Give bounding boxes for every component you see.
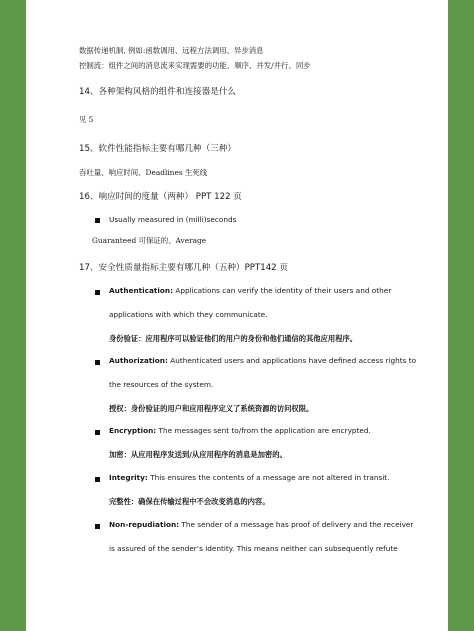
text-line: 数据传递机制, 例如:函数调用、远程方法调用、异步消息 <box>79 46 264 55</box>
item-encryption-line1: Encryption: The messages sent to/from the application are encrypted. <box>109 426 371 435</box>
item-encryption-zh: 加密：从应用程序发送到/从应用程序的消息是加密的。 <box>109 450 287 459</box>
bullet-icon <box>95 524 100 529</box>
question-15-heading: 15、软件性能指标主要有哪几种（三种） <box>79 144 237 154</box>
item-integrity-zh: 完整性：确保在传输过程中不会改变消息的内容。 <box>109 497 270 506</box>
item-authorization-line1: Authorization: Authenticated users and applications have defined access rights to <box>109 356 417 365</box>
item-authentication-line1: Authentication: Applications can verify the identity of their users and other <box>109 286 392 295</box>
item-authentication-zh: 身份验证：应用程序可以验证他们的用户的身份和他们通信的其他应用程序。 <box>109 334 358 343</box>
question-14-heading: 14、各种架构风格的组件和连接器是什么 <box>79 87 237 97</box>
answer-15: 吞吐量、响应时间、Deadlines 生死线 <box>79 168 208 177</box>
item-authorization-zh: 授权：身份验证的用户和应用程序定义了系统资源的访问权限。 <box>109 404 314 413</box>
question-16-heading: 16、响应时间的度量（两种） PPT 122 页 <box>79 192 242 202</box>
document-page <box>26 0 448 631</box>
item-non-repudiation-line1: Non-repudiation: The sender of a message has proof of delivery and the receiver <box>109 520 414 529</box>
bullet-icon <box>95 360 100 365</box>
item-integrity-line1: Integrity: This ensures the contents of a message are not altered in transit. <box>109 473 390 482</box>
bullet-icon <box>95 218 100 223</box>
item-authorization-line2: the resources of the system. <box>109 380 214 389</box>
bullet-icon <box>95 290 100 295</box>
item-non-repudiation-line2: is assured of the sender’s identity. This means neither can subsequently refute <box>109 544 398 553</box>
text-line: 控制流：组件之间的消息流来实现需要的功能、顺序、并发/并行、同步 <box>79 61 311 70</box>
answer-16-line: Guaranteed 可保证的、Average <box>92 236 207 245</box>
answer-16-bullet: Usually measured in (milli)seconds <box>109 215 237 224</box>
item-authentication-line2: applications with which they communicate. <box>109 310 268 319</box>
bullet-icon <box>95 430 100 435</box>
answer-14: 见 5 <box>79 115 94 124</box>
question-17-heading: 17、安全性质量指标主要有哪几种（五种）PPT142 页 <box>79 263 288 273</box>
bullet-icon <box>95 477 100 482</box>
